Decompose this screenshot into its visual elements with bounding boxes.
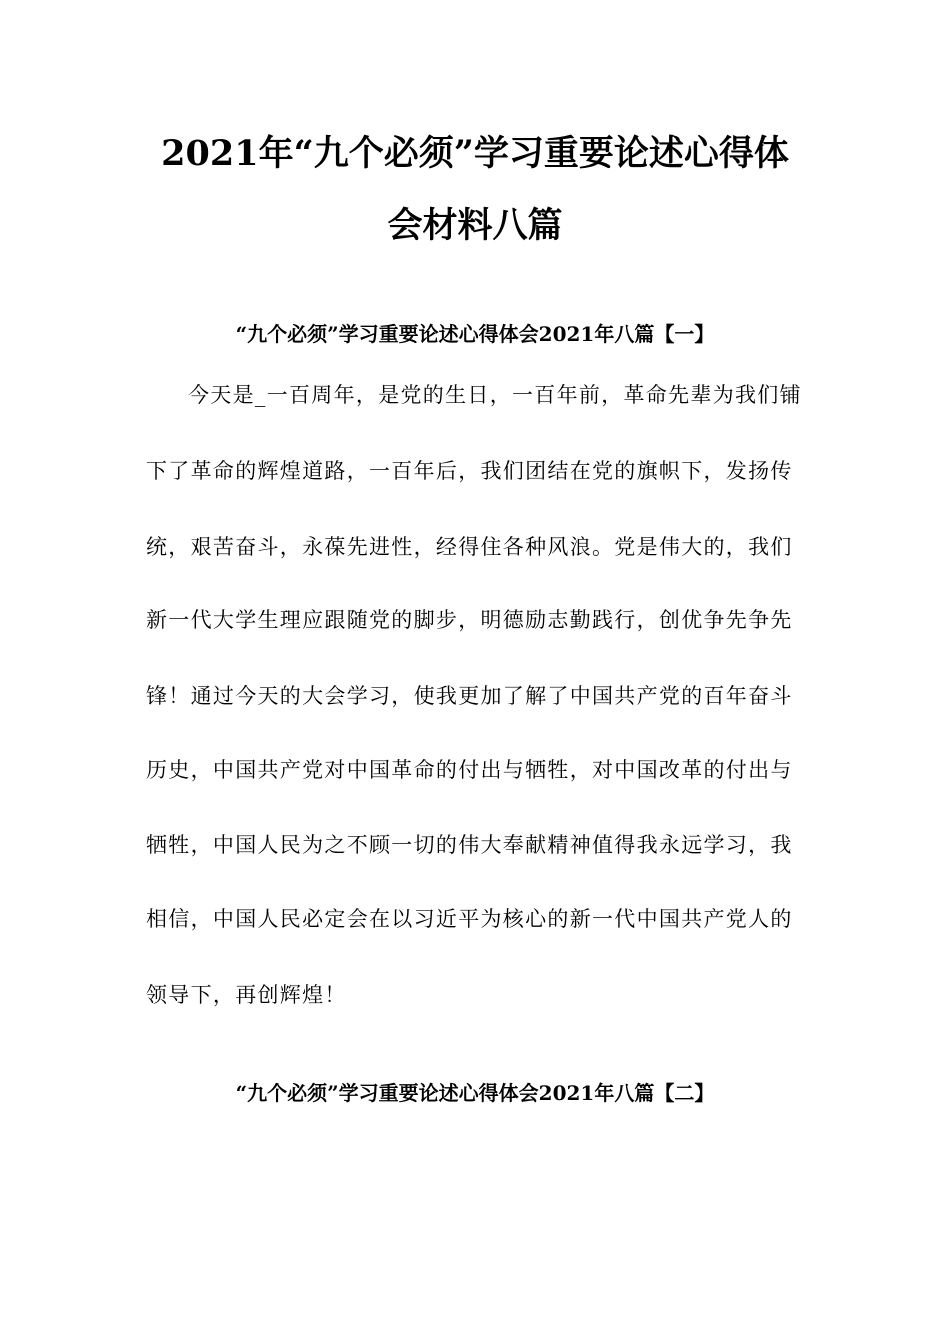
- section-heading-2: “九个必须”学习重要论述心得体会2021年八篇【二】: [235, 1081, 715, 1105]
- section-heading-1: “九个必须”学习重要论述心得体会2021年八篇【一】: [235, 322, 715, 346]
- paragraph-line: 相信，中国人民必定会在以习近平为核心的新一代中国共产党人的: [146, 907, 793, 931]
- paragraph-line: 新一代大学生理应跟随党的脚步，明德励志勤践行，创优争先争先: [146, 608, 793, 632]
- paragraph-line: 牺牲，中国人民为之不顾一切的伟大奉献精神值得我永远学习，我: [146, 833, 793, 857]
- paragraph-line: 历史，中国共产党对中国革命的付出与牺牲，对中国改革的付出与: [146, 758, 793, 782]
- paragraph-line: 统，艰苦奋斗，永葆先进性，经得住各种风浪。党是伟大的，我们: [146, 535, 793, 559]
- paragraph-line: 锋！通过今天的大会学习，使我更加了解了中国共产党的百年奋斗: [146, 684, 793, 708]
- document-title-line-2: 会材料八篇: [387, 205, 563, 246]
- document-title-line-1: 2021年“九个必须”学习重要论述心得体: [161, 133, 789, 174]
- paragraph-line: 今天是_一百周年，是党的生日，一百年前，革命先辈为我们铺: [188, 383, 802, 407]
- paragraph-line: 领导下，再创辉煌！: [146, 983, 347, 1007]
- paragraph-line: 下了革命的辉煌道路，一百年后，我们团结在党的旗帜下，发扬传: [146, 459, 793, 483]
